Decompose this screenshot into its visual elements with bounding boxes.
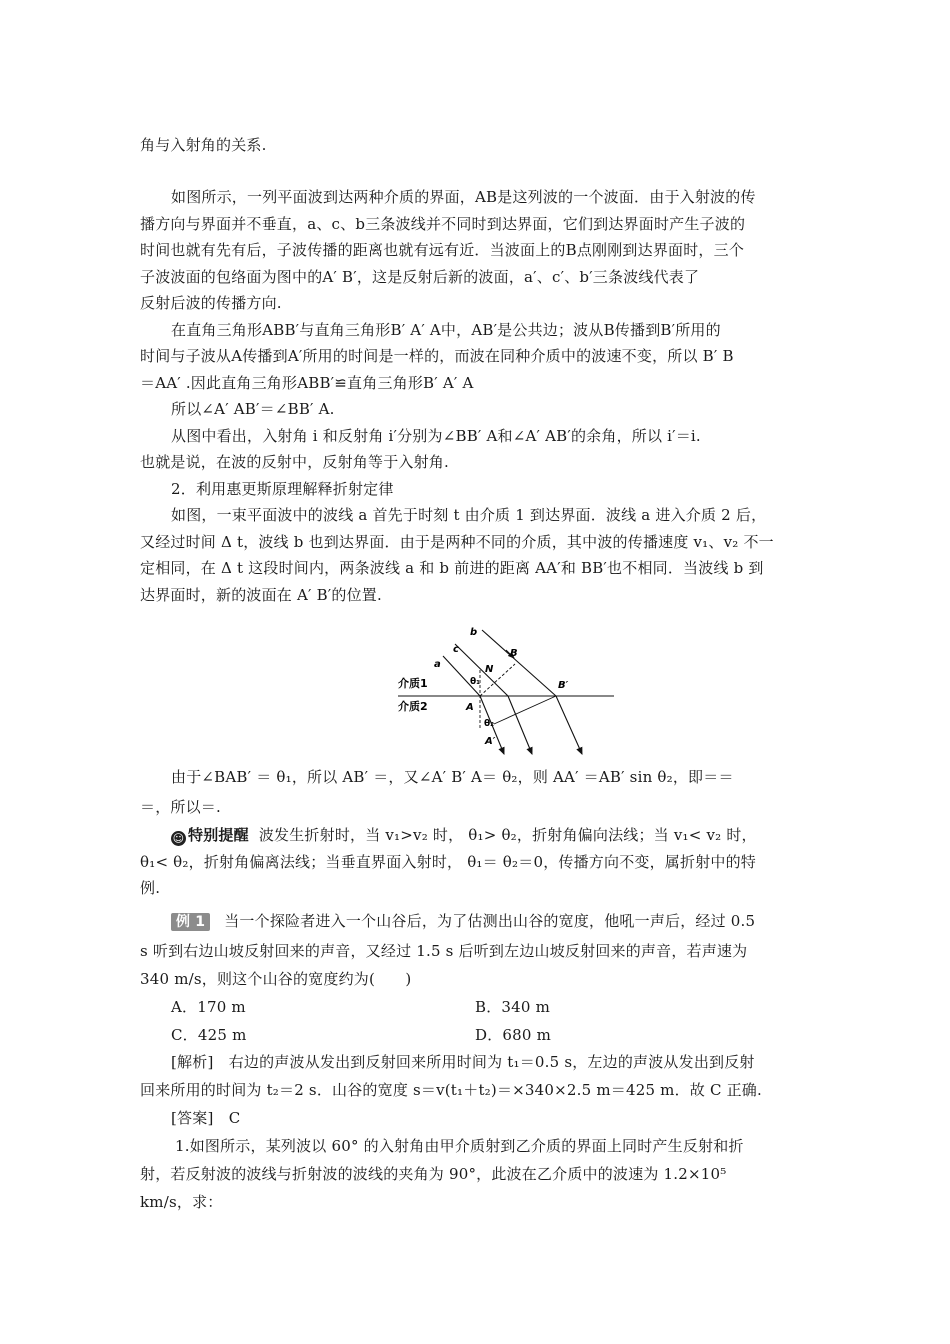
answer-line: [答案] C	[171, 1109, 241, 1127]
text-line: 反射后波的传播方向.	[140, 294, 282, 312]
example-text: 当一个探险者进入一个山谷后，为了估测出山谷的宽度，他吼一声后，经过 0.5	[224, 912, 756, 930]
label-theta1: θ₁	[470, 677, 481, 687]
text-line: 又经过时间 Δ t，波线 b 也到达界面．由于是两种不同的介质，其中波的传播速度 v₁、v₂ 不一	[140, 533, 774, 551]
ray-a-incident	[443, 656, 480, 696]
wavefront-A-prime-B-prime	[494, 696, 556, 724]
text-line: 从图中看出，入射角 i 和反射角 i′分别为∠BB′ A和∠A′ AB′的余角，所以 i′＝i.	[171, 427, 701, 445]
text-line: ＝AA′ .因此直角三角形ABB′≌直角三角形B′ A′ A	[140, 374, 474, 392]
tip-line	[171, 825, 757, 846]
text-line: 角与入射角的关系.	[140, 136, 267, 154]
label-a: a	[434, 659, 441, 670]
text-line: 如图所示，一列平面波到达两种介质的界面，AB是这列波的一个波面．由于入射波的传	[171, 188, 756, 206]
text-line: 如图，一束平面波中的波线 a 首先于时刻 t 由介质 1 到达界面．波线 a 进入介质 2 后，	[171, 506, 767, 524]
tip-label: 特别提醒	[188, 826, 249, 844]
example-line	[171, 911, 755, 931]
question-line: 1.如图所示，某列波以 60° 的入射角由甲介质射到乙介质的界面上同时产生反射和折	[175, 1137, 744, 1155]
label-A-prime: A′	[485, 736, 496, 747]
text-line: 时间与子波从A传播到A′所用的时间是一样的，而波在同种介质中的波速不变，所以 B′ B	[140, 347, 734, 365]
section-heading: 2．利用惠更斯原理解释折射定律	[171, 480, 394, 498]
label-B-prime: B′	[558, 680, 569, 691]
label-theta2: θ₂	[484, 719, 495, 729]
label-b: b	[470, 627, 478, 638]
question-line: 射，若反射波的波线与折射波的波线的夹角为 90°，此波在乙介质中的波速为 1.2×10⁵	[140, 1165, 727, 1183]
text-line: 在直角三角形ABB′与直角三角形B′ A′ A中，AB′是公共边；波从B传播到B′所用的	[171, 321, 721, 339]
ray-c-incident	[455, 644, 508, 696]
option-d: D．680 m	[475, 1026, 552, 1044]
label-A: A	[466, 702, 474, 713]
analysis-line: 回来所用的时间为 t₂＝2 s．山谷的宽度 s＝v(t₁＋t₂)＝×340×2.5 m＝425 m．故 C 正确.	[140, 1081, 762, 1099]
text-line: 子波波面的包络面为图中的A′ B′，这是反射后新的波面，a′、c′、b′三条波线代表了	[140, 268, 700, 286]
tip-text: 波发生折射时，当 v₁>v₂ 时， θ₁> θ₂，折射角偏向法线；当 v₁< v₂ 时，	[258, 826, 757, 844]
question-line: km/s，求：	[140, 1193, 223, 1211]
text-line: 达界面时，新的波面在 A′ B′的位置.	[140, 586, 382, 604]
text-line: 所以∠A′ AB′＝∠BB′ A.	[171, 400, 335, 418]
option-a: A．170 m	[171, 998, 246, 1016]
label-N: N	[485, 664, 494, 675]
label-c: c	[453, 644, 459, 655]
smile-icon: ☺	[172, 832, 185, 845]
label-B: B	[510, 648, 518, 659]
ray-c-refracted	[508, 696, 532, 754]
text-line: 播方向与界面并不垂直，a、c、b三条波线并不同时到达界面，它们到达界面时产生子波的	[140, 215, 746, 233]
text-line: 例.	[140, 879, 161, 897]
analysis-line: [解析] 右边的声波从发出到反射回来所用时间为 t₁＝0.5 s，左边的声波从发出到反射	[171, 1053, 755, 1071]
text-line: 340 m/s，则这个山谷的宽度约为( )	[140, 970, 412, 988]
example-badge: 例 1	[171, 913, 210, 931]
text-line: ＝，所以＝.	[140, 798, 221, 816]
text-line: θ₁< θ₂，折射角偏离法线；当垂直界面入射时， θ₁＝ θ₂＝0，传播方向不变，属折射中的特	[140, 853, 756, 871]
option-c: C．425 m	[171, 1026, 247, 1044]
text-line: s 听到右边山坡反射回来的声音，又经过 1.5 s 后听到左边山坡反射回来的声音，若声速为	[140, 942, 748, 960]
text-line: 由于∠BAB′ ＝ θ₁，所以 AB′ ＝，又∠A′ B′ A＝ θ₂，则 AA′ ＝AB′ sin θ₂，即＝＝	[171, 768, 734, 786]
medium2-label: 介质2	[398, 700, 428, 713]
ray-b-refracted	[556, 696, 582, 754]
text-line: 也就是说，在波的反射中，反射角等于入射角.	[140, 453, 449, 471]
refraction-figure	[390, 620, 620, 766]
medium1-label: 介质1	[398, 677, 428, 690]
option-b: B．340 m	[475, 998, 551, 1016]
text-line: 时间也就有先有后，子波传播的距离也就有远有近．当波面上的B点刚刚到达界面时，三个	[140, 241, 745, 259]
ray-b-incident	[482, 630, 556, 696]
text-line: 定相同，在 Δ t 这段时间内，两条波线 a 和 b 前进的距离 AA′和 BB′也不相同．当波线 b 到	[140, 559, 764, 577]
